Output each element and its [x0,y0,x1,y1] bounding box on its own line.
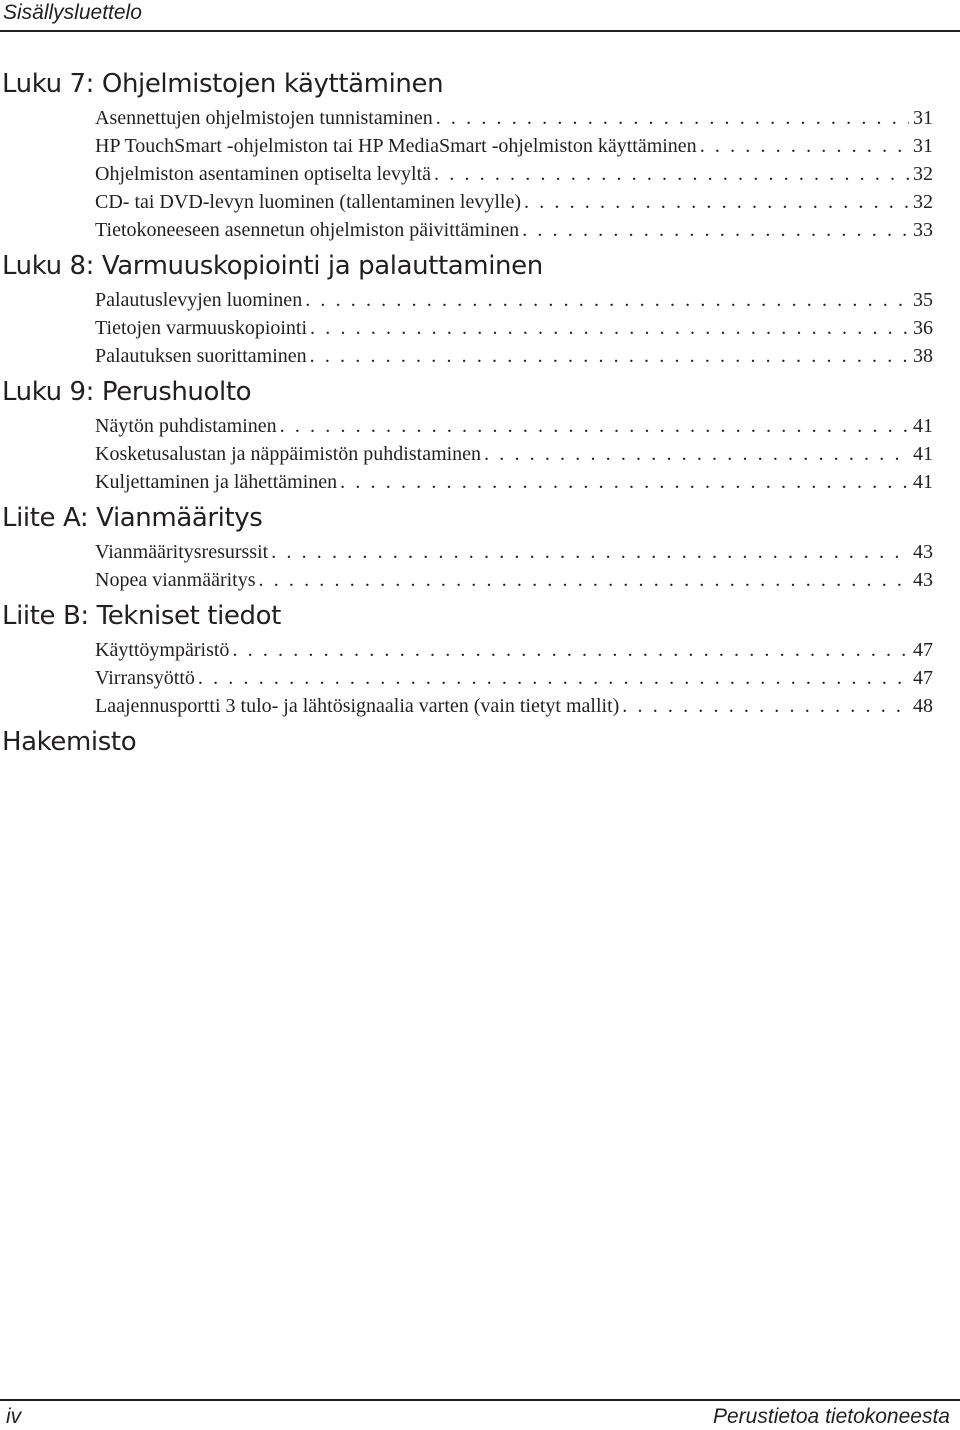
section-heading[interactable]: Luku 8: Varmuuskopiointi ja palauttaminen [2,251,543,281]
section-heading[interactable]: Hakemisto [2,727,137,757]
section-heading[interactable]: Liite A: Vianmääritys [2,503,263,533]
dot-leader [524,188,909,216]
toc-section [0,724,960,760]
dot-leader [434,160,909,188]
toc-section [0,598,960,720]
toc-entry[interactable] [95,314,933,342]
toc-entry-page: 35 [913,289,933,311]
toc-entry[interactable] [95,160,933,188]
toc-entry[interactable] [95,342,933,370]
toc-entry-page: 47 [913,667,933,689]
header-rule [0,30,960,32]
dot-leader [271,538,909,566]
toc-entry-title: Käyttöympäristö [95,639,230,661]
toc-section [0,66,960,244]
dot-leader [232,636,909,664]
section-entries [0,286,960,370]
toc-entry-page: 41 [913,471,933,493]
toc-entry-title: HP TouchSmart -ohjelmiston tai HP MediaSmart -ohjelmiston käyttäminen [95,135,697,157]
dot-leader [436,104,909,132]
toc-entry-page: 47 [913,639,933,661]
toc-entry-page: 41 [913,415,933,437]
toc-entry[interactable] [95,692,933,720]
dot-leader [310,342,909,370]
toc-entry[interactable] [95,286,933,314]
dot-leader [622,692,909,720]
section-entries [0,104,960,244]
toc-section [0,248,960,370]
toc-entry-title: Palautuksen suorittaminen [95,345,307,367]
section-entries [0,538,960,594]
toc-entry-title: Nopea vianmääritys [95,569,256,591]
dot-leader [340,468,909,496]
dot-leader [305,286,909,314]
toc-section [0,374,960,496]
footer-page-number: iv [6,1405,22,1428]
dot-leader [198,664,909,692]
toc-entry-page: 33 [913,219,933,241]
toc-entry[interactable] [95,468,933,496]
section-heading[interactable]: Luku 9: Perushuolto [2,377,252,407]
toc-entry[interactable] [95,188,933,216]
toc-entry[interactable] [95,664,933,692]
dot-leader [700,132,909,160]
toc-entry-title: Asennettujen ohjelmistojen tunnistaminen [95,107,433,129]
toc-entry-page: 43 [913,569,933,591]
toc-entry[interactable] [95,132,933,160]
toc-entry-page: 32 [913,191,933,213]
toc-entry[interactable] [95,636,933,664]
toc-entry-page: 43 [913,541,933,563]
toc-entry-page: 31 [913,135,933,157]
section-entries [0,636,960,720]
dot-leader [484,440,909,468]
dot-leader [522,216,909,244]
toc-entry[interactable] [95,566,933,594]
toc-entry-title: Näytön puhdistaminen [95,415,277,437]
toc-entry-title: Kuljettaminen ja lähettäminen [95,471,338,493]
toc-entry[interactable] [95,216,933,244]
toc-entry[interactable] [95,440,933,468]
footer-rule [0,1399,960,1401]
toc-entry[interactable] [95,538,933,566]
running-header-title: Sisällysluettelo [3,1,142,24]
toc-entry-page: 48 [913,695,933,717]
toc-entry[interactable] [95,104,933,132]
toc-entry-title: Palautuslevyjen luominen [95,289,303,311]
dot-leader [259,566,910,594]
toc-entry-title: Laajennusportti 3 tulo- ja lähtösignaalia varten (vain tietyt mallit) [95,695,620,717]
toc-entry-title: Tietokoneeseen asennetun ohjelmiston päivittäminen [95,219,520,241]
toc-entry-title: Tietojen varmuuskopiointi [95,317,308,339]
toc-entry-page: 31 [913,107,933,129]
toc-entry-title: Virransyöttö [95,667,195,689]
toc-entry-title: Kosketusalustan ja näppäimistön puhdistaminen [95,443,482,465]
dot-leader [280,412,909,440]
toc-entry-page: 38 [913,345,933,367]
footer-book-title: Perustietoa tietokoneesta [713,1405,950,1428]
toc-entry-page: 32 [913,163,933,185]
toc-section [0,500,960,594]
section-entries [0,412,960,496]
toc-entry-page: 41 [913,443,933,465]
toc-entry-title: CD- tai DVD-levyn luominen (tallentaminen levylle) [95,191,521,213]
toc-entry-page: 36 [913,317,933,339]
toc-entry-title: Ohjelmiston asentaminen optiselta levyltä [95,163,432,185]
section-heading[interactable]: Liite B: Tekniset tiedot [2,601,281,631]
toc-entry[interactable] [95,412,933,440]
table-of-contents [0,66,960,760]
section-heading[interactable]: Luku 7: Ohjelmistojen käyttäminen [2,69,444,99]
dot-leader [310,314,909,342]
toc-entry-title: Vianmääritysresurssit [95,541,269,563]
